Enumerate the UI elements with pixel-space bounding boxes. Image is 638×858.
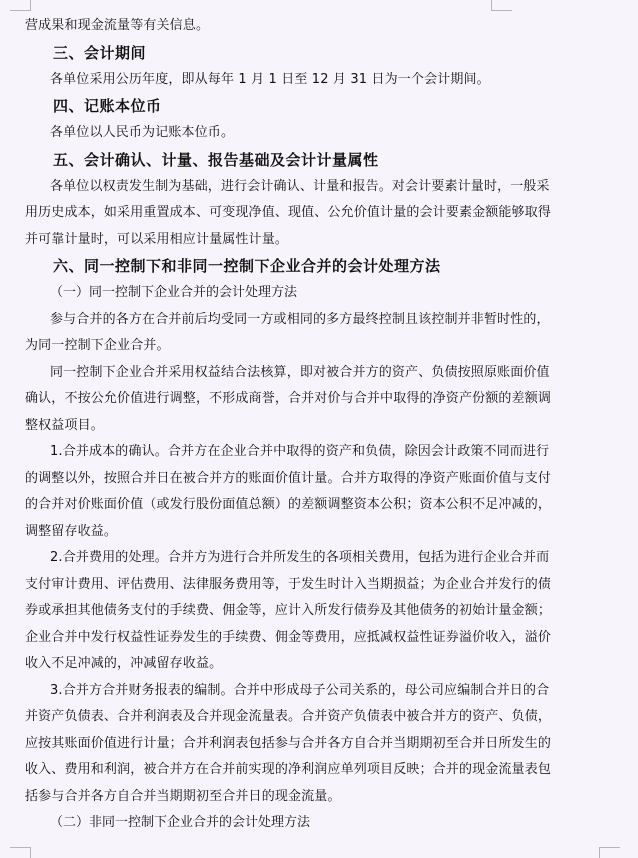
paragraph-line: 整权益项目。 bbox=[25, 417, 104, 433]
paragraph-line: 企业合并中发行权益性证券发生的手续费、佣金等费用，应抵减权益性证券溢价收入，溢价 bbox=[25, 629, 552, 645]
paragraph-line: 调整留存收益。 bbox=[25, 523, 118, 539]
page-corner-mark-top-left bbox=[10, 0, 31, 11]
paragraph-line: 并可靠计量时，可以采用相应计量属性计量。 bbox=[25, 231, 289, 247]
paragraph-line: 的合并对价账面价值（或发行股份面值总额）的差额调整资本公积；资本公积不足冲减的， bbox=[25, 497, 552, 512]
paragraph-line: 确认，不按公允价值进行调整，不形成商誉，合并对价与合并中取得的净资产份额的差额调 bbox=[25, 391, 552, 406]
continuation-text: 营成果和现金流量等有关信息。 bbox=[25, 18, 210, 33]
paragraph-line: 各单位采用公历年度，即从每年 1 月 1 日至 12 月 31 日为一个会计期间。 bbox=[50, 71, 490, 87]
heading-bookkeeping-currency: 四、记账本位币 bbox=[53, 97, 162, 115]
page-corner-mark-top-right bbox=[491, 0, 512, 11]
paragraph-line: 用历史成本，如采用重置成本、可变现净值、现值、公允价值计量的会计要素金额能够取得 bbox=[25, 205, 552, 220]
paragraph-line: 参与合并的各方在合并前后均受同一方或相同的多方最终控制且该控制并非暂时性的， bbox=[50, 311, 550, 327]
document-body bbox=[25, 13, 590, 837]
paragraph-line: 的调整以外，按照合并日在被合并方的账面价值计量。合并方取得的净资产账面价值与支付 bbox=[25, 470, 552, 486]
page-corner-mark-bottom-right bbox=[599, 847, 620, 858]
subheading-non-same-control: （二）非同一控制下企业合并的会计处理方法 bbox=[50, 815, 311, 830]
page-corner-mark-bottom-left bbox=[10, 847, 31, 858]
paragraph-line: 券或承担其他债务支付的手续费、佣金等，应计入所发行债券及其他债务的初始计量金额； bbox=[25, 603, 552, 618]
list-item-merger-expenses: 2.合并费用的处理。合并方为进行合并所发生的各项相关费用，包括为进行企业合并而 bbox=[50, 550, 550, 565]
paragraph-line: 应按其账面价值进行计量；合并利润表包括参与合并各方自合并当期期初至合并日所发生的 bbox=[25, 735, 552, 751]
paragraph-line: 并资产负债表、合并利润表及合并现金流量表。合并资产负债表中被合并方的资产、负债， bbox=[25, 709, 552, 724]
heading-recognition-measurement: 五、会计确认、计量、报告基础及会计计量属性 bbox=[53, 150, 379, 169]
paragraph-line: 各单位以人民币为记账本位币。 bbox=[50, 125, 235, 140]
heading-business-combination: 六、同一控制下和非同一控制下企业合并的会计处理方法 bbox=[53, 257, 441, 275]
paragraph-line: 收入不足冲减的，冲减留存收益。 bbox=[25, 656, 223, 671]
paragraph-line: 括参与合并各方自合并当期期初至合并日的现金流量。 bbox=[25, 788, 341, 804]
paragraph-line: 为同一控制下企业合并。 bbox=[25, 338, 170, 353]
list-item-consolidated-statements: 3.合并方合并财务报表的编制。合并中形成母子公司关系的，母公司应编制合并日的合 bbox=[50, 682, 550, 698]
heading-accounting-period: 三、会计期间 bbox=[53, 43, 147, 62]
paragraph-line: 同一控制下企业合并采用权益结合法核算，即对被合并方的资产、负债按照原账面价值 bbox=[50, 364, 550, 380]
paragraph-line: 各单位以权责发生制为基础，进行会计确认、计量和报告。对会计要素计量时，一般采 bbox=[50, 178, 550, 194]
paragraph-line: 支付审计费用、评估费用、法律服务费用等，于发生时计入当期损益；为企业合并发行的债 bbox=[25, 576, 552, 592]
list-item-merger-cost: 1.合并成本的确认。合并方在企业合并中取得的资产和负债，除因会计政策不同而进行 bbox=[50, 444, 550, 459]
paragraph-line: 收入、费用和利润，被合并方在合并前实现的净利润应单列项目反映；合并的现金流量表包 bbox=[25, 762, 552, 777]
subheading-same-control: （一）同一控制下企业合并的会计处理方法 bbox=[50, 285, 298, 300]
